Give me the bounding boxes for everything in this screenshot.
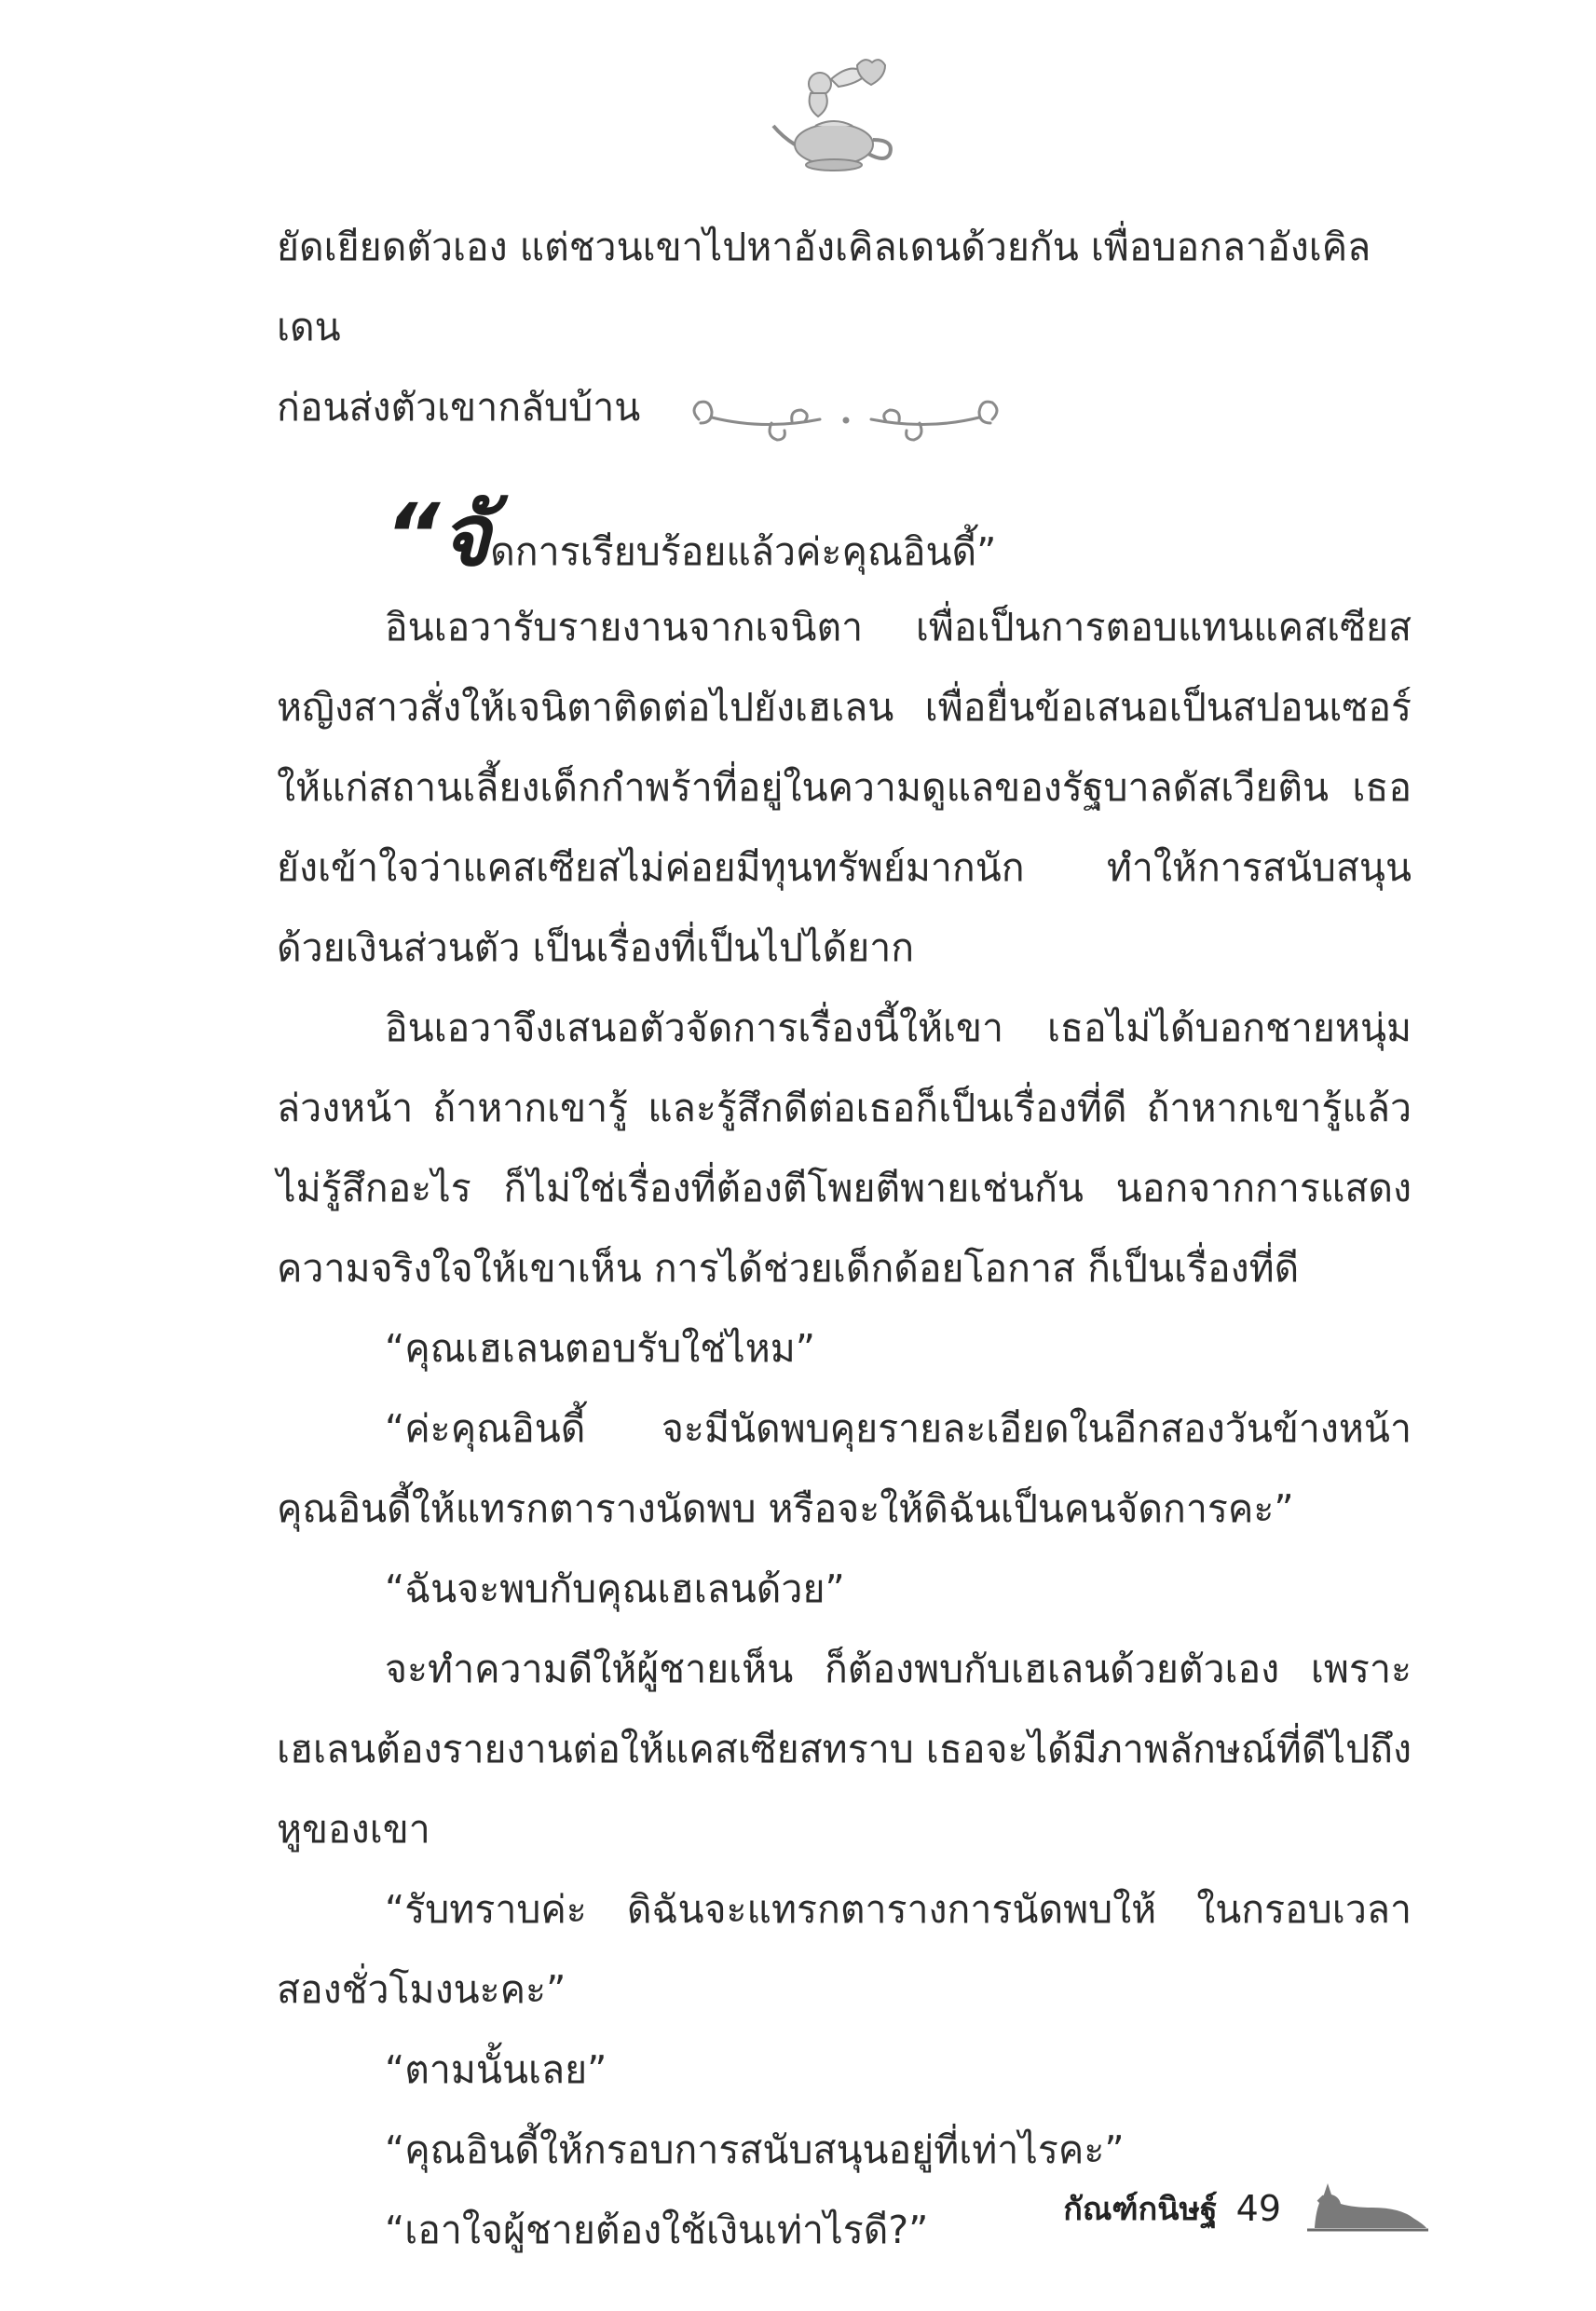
dialogue-line: “เอาใจผู้ชายต้องใช้เงินเท่าไรดี?” <box>385 2208 929 2252</box>
dropcap-letter: “จั <box>385 485 491 585</box>
dialogue-line: “รับทราบค่ะ ดิฉันจะแทรกตารางการนัดพบให้ ในกรอบเวลา สองชั่วโมงนะคะ” <box>277 1887 1412 2012</box>
dialogue-line: “ฉันจะพบกับคุณเฮเลนด้วย” <box>385 1566 845 1611</box>
dropcap-rest: ดการเรียบร้อยแล้วค่ะคุณอินดี้” <box>490 529 997 574</box>
paragraph: จะทำความดีให้ผู้ชายเห็น ก็ต้องพบกับเฮเลนด้วยตัวเอง เพราะ เฮเลนต้องรายงานต่อให้แคสเซียสทราบ เธอจะได้มีภาพลักษณ์ที่ดีไปถึง หูของเขา <box>277 1647 1412 1852</box>
page-footer <box>1063 2171 1438 2246</box>
teapot-cherub-icon <box>764 51 904 182</box>
scroll-flourish-divider-icon <box>680 391 1011 457</box>
dialogue-line: “ตามนั้นเลย” <box>385 2047 607 2092</box>
author-name: กัณฑ์กนิษฐ์ <box>1063 2191 1218 2228</box>
text-line: ก่อนส่งตัวเขากลับบ้าน <box>277 385 641 430</box>
dialogue-line: “ค่ะคุณอินดี้ จะมีนัดพบคุยรายละเอียดในอีกสองวันข้างหน้า คุณอินดี้ให้แทรกตารางนัดพบ หรือจะให้ดิฉันเป็นคนจัดการคะ” <box>277 1406 1412 1531</box>
paragraph: อินเอวาจึงเสนอตัวจัดการเรื่องนี้ให้เขา เธอไม่ได้บอกชายหนุ่ม ล่วงหน้า ถ้าหากเขารู้ และรู้สึกดีต่อเธอก็เป็นเรื่องที่ดี ถ้าหากเขารู้แล้ว ไม่รู้สึกอะไร ก็ไม่ใช่เรื่องที่ต้องตีโพยตีพายเช่นกัน นอกจากการแสดง ความจริงใจให้เขาเห็น การได้ช่วยเด็กด้อยโอกาส ก็เป็นเรื่องที่ดี <box>277 1005 1412 1291</box>
main-text <box>277 485 1412 2270</box>
dialogue-line: “คุณเฮเลนตอบรับใช่ไหม” <box>385 1326 815 1371</box>
paragraph: อินเอวารับรายงานจากเจนิตา เพื่อเป็นการตอบแทนแคสเซียส หญิงสาวสั่งให้เจนิตาติดต่อไปยังเฮเลน เพื่อยื่นข้อเสนอเป็นสปอนเซอร์ ให้แก่สถานเลี้ยงเด็กกำพร้าที่อยู่ในความดูแลของรัฐบาลดัสเวียติน เธอยังเข้าใจว่าแคสเซียสไม่ค่อยมีทุนทรัพย์มากนัก ทำให้การสนับสนุน ด้วยเงินส่วนตัว เป็นเรื่องที่เป็นไปได้ยาก <box>277 605 1412 970</box>
dialogue-line: “คุณอินดี้ให้กรอบการสนับสนุนอยู่ที่เท่าไรคะ” <box>385 2127 1125 2172</box>
page-number: 49 <box>1235 2188 1281 2229</box>
text-line: ยัดเยียดตัวเอง แต่ชวนเขาไปหาอังเคิลเดนด้วยกัน เพื่อบอกลาอังเคิลเดน <box>277 225 1371 349</box>
lying-dog-icon <box>1298 2176 1438 2241</box>
dropcap-paragraph <box>277 485 1412 587</box>
